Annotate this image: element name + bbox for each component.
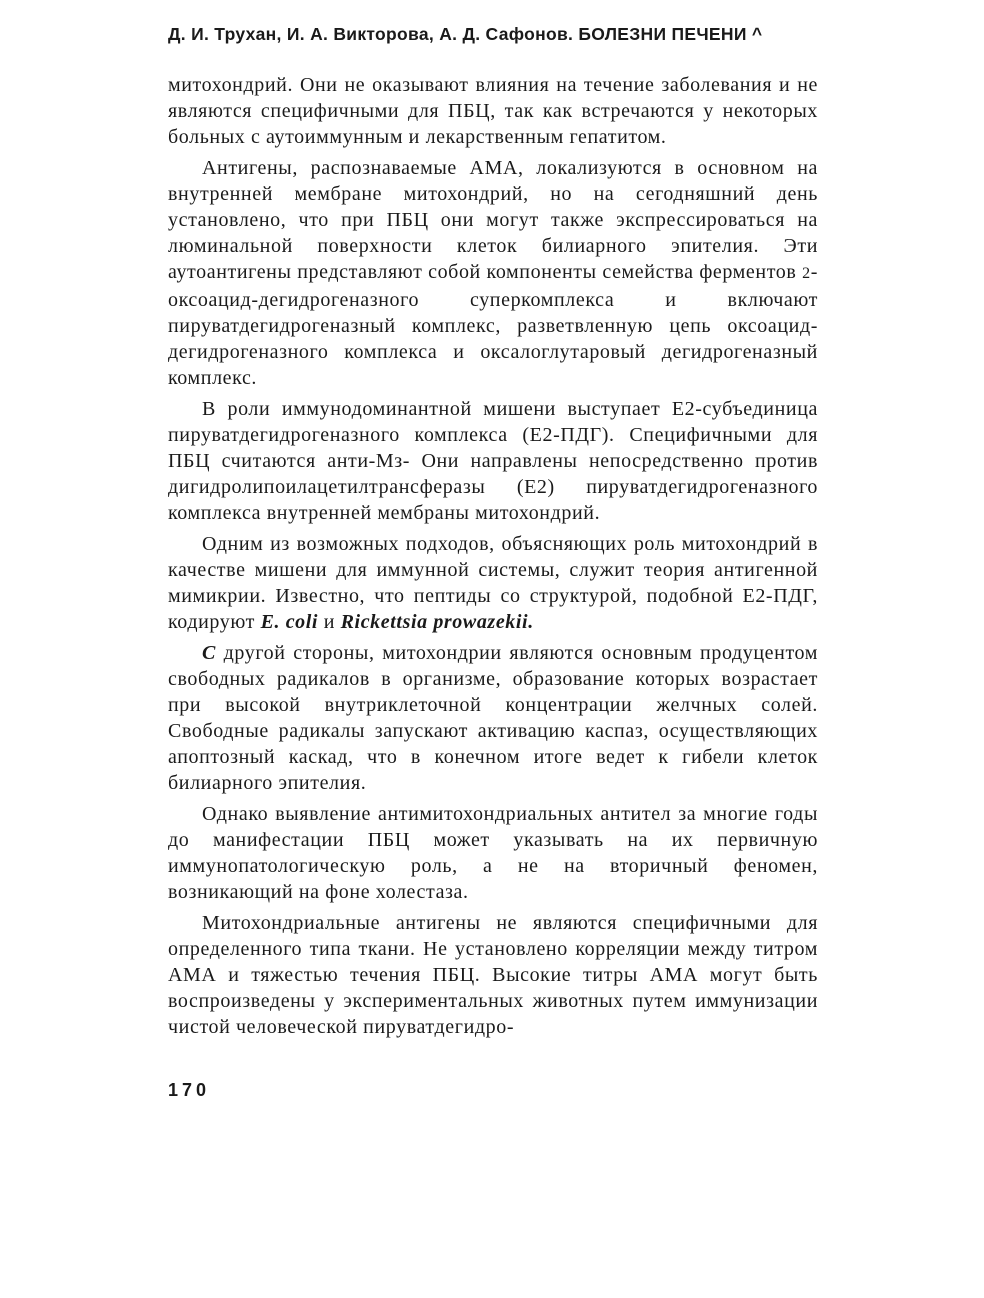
organism-name: E. coli bbox=[260, 611, 319, 633]
body-text bbox=[168, 72, 818, 1045]
initial-letter: С bbox=[202, 642, 216, 664]
paragraph-text: Одним из возможных подходов, объясняющих роль митохондрий в качестве мишени для иммунной системы, служит теория антигенной мимикрии. Известно, что пептиды со структурой, подобной Е2-ПДГ, кодируют bbox=[168, 533, 818, 633]
paragraph-text: другой стороны, митохондрии являются основным продуцентом свободных радикалов в организме, образование которых возрастает при высокой внутриклеточной концентрации желчных солей. Свободные радикалы запускают активацию каспаз, осуществляющих апоптозный каскад, что в конечном итоге ведет к гибели клеток билиарного эпителия. bbox=[168, 642, 818, 794]
paragraph-text: Антигены, распознаваемые АМА, локализуются в основном на внутренней мембране митохондрий, но на сегодняшний день установлено, что при ПБЦ они могут также экспрессироваться на люминальной поверхности клеток билиарного эпителия. Эти аутоантигены представляют собой компоненты семейства ферментов bbox=[168, 157, 818, 283]
paragraph-mitochondrial-antigens bbox=[168, 910, 818, 1040]
paragraph-continuation bbox=[168, 72, 818, 150]
page-number: 170 bbox=[168, 1080, 211, 1100]
paragraph-text: В роли иммунодоминантной мишени выступает Е2-субъединица пируватдегидрогеназного комплекса (Е2-ПДГ). Специфичными для ПБЦ считаются анти-Мз- Они направлены непосредственно против дигидролипоилацетилтрансферазы (Е2) пируватдегидрогеназного комплекса внутренней мембраны митохондрий. bbox=[168, 398, 818, 524]
organism-name: Rickettsia prowazekii. bbox=[340, 611, 534, 633]
paragraph-text: Митохондриальные антигены не являются специфичными для определенного типа ткани. Не установлено корреляции между титром АМА и тяжестью течения ПБЦ. Высокие титры АМА могут быть воспроизведены у экспериментальных животных путем иммунизации чистой человеческой пируватдегидро- bbox=[168, 912, 818, 1038]
running-head: Д. И. Трухан, И. А. Викторова, А. Д. Сафонов. БОЛЕЗНИ ПЕЧЕНИ ^ bbox=[168, 24, 763, 44]
paragraph-molecular-mimicry bbox=[168, 531, 818, 635]
paragraph-antigens bbox=[168, 155, 818, 391]
paragraph-text: митохондрий. Они не оказывают влияния на течение заболевания и не являются специфичными для ПБЦ, так как встречаются у некоторых больных с аутоиммунным и лекарственным гепатитом. bbox=[168, 74, 818, 148]
paragraph-ama-detection bbox=[168, 801, 818, 905]
paragraph-text: Однако выявление антимитохондриальных антител за многие годы до манифестации ПБЦ может указывать на их первичную иммунопатологическую роль, а не на вторичный феномен, возникающий на фоне холестаза. bbox=[168, 803, 818, 903]
paragraph-free-radicals bbox=[168, 640, 818, 796]
paragraph-immunodominant-target bbox=[168, 396, 818, 526]
paragraph-text: -оксоацид-дегидрогеназного суперкомплекса и включают пируватдегидрогеназный комплекс, разветвленную цепь оксоацид-дегидрогеназного комплекса и оксалоглутаровый дегидрогеназный комплекс. bbox=[168, 261, 818, 389]
conjunction: и bbox=[318, 611, 341, 633]
subscript-digit: 2 bbox=[802, 265, 811, 282]
